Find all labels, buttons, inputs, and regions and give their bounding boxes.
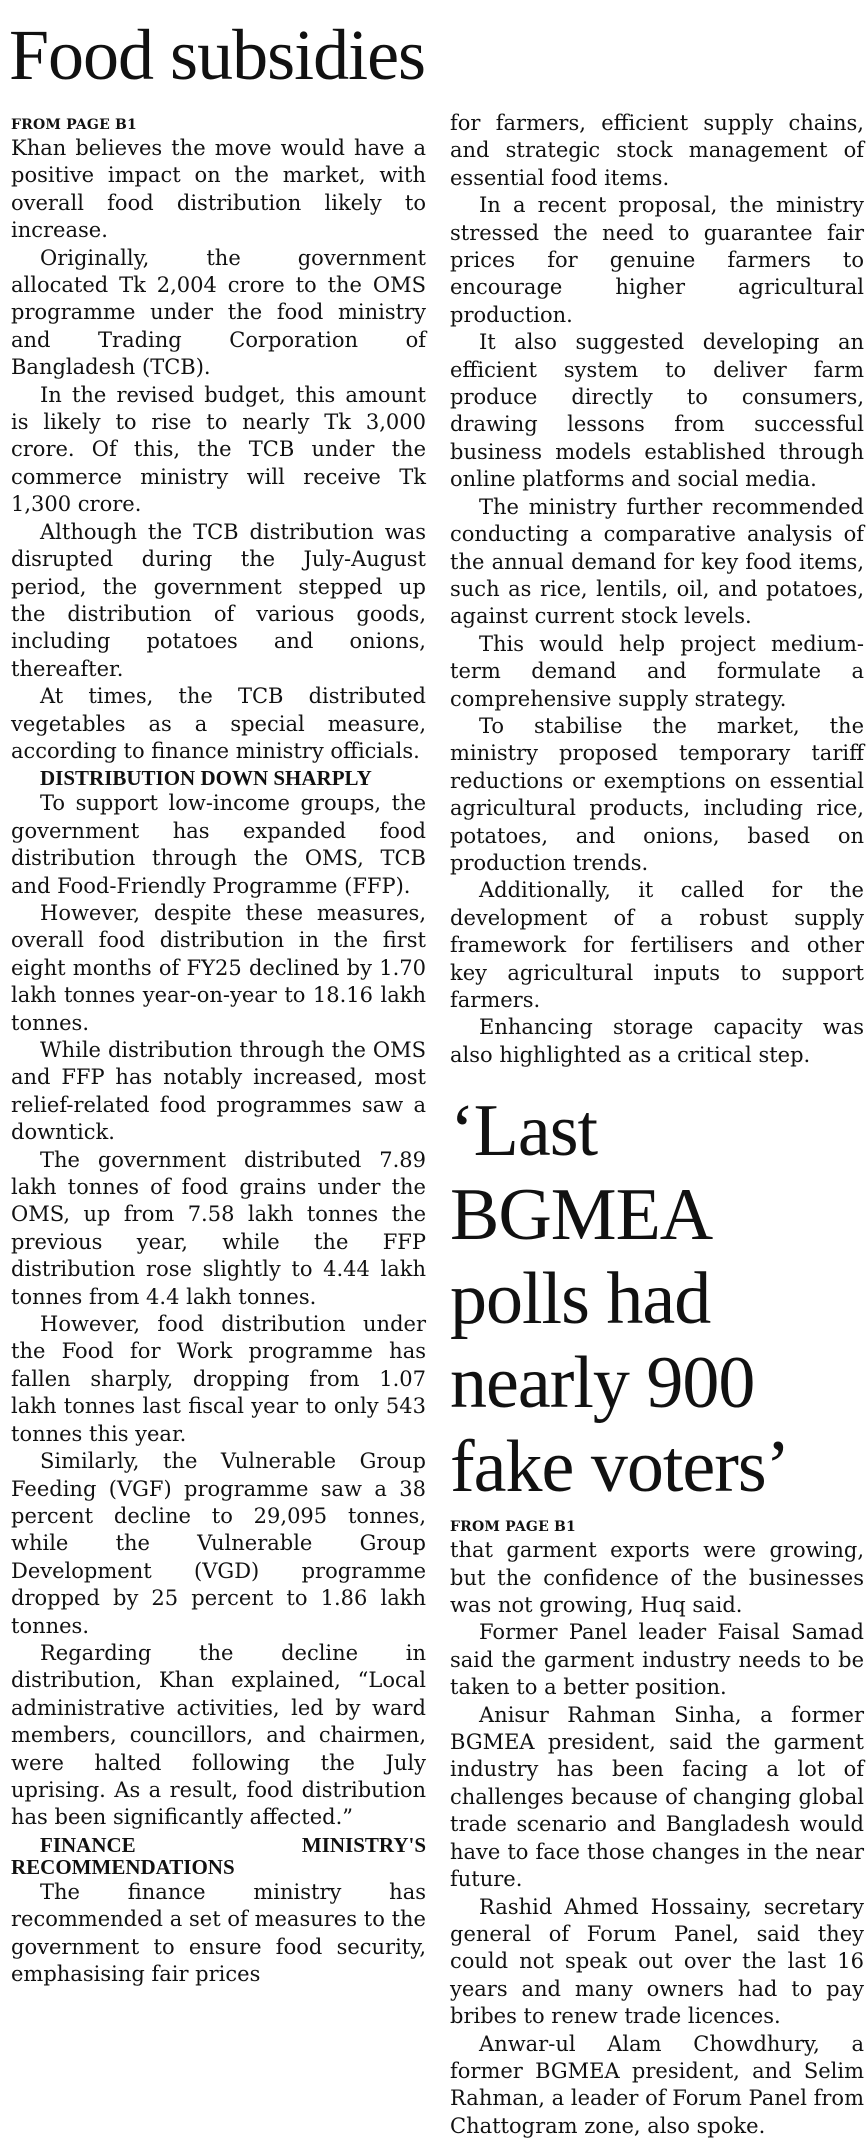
continuation-paragraph: for farmers, efficient supply chains, and strategic stock management of essential food items. (450, 111, 864, 190)
body-paragraph: The government distributed 7.89 lakh tonnes of food grains under the OMS, up from 7.58 lakh tonnes the previous year, while the FFP distribution rose slightly to 4.44 lakh tonnes from 4.4 lakh tonnes. (11, 1147, 426, 1309)
body-paragraph: Anisur Rahman Sinha, a former BGMEA president, said the garment industry has been facing a lot of challenges because of changing global trade scenario and Bangladesh would have to face those changes in the near future. (450, 1702, 864, 1892)
body-paragraph: However, food distribution under the Food for Work programme has fallen sharply, dropping from 1.07 lakh tonnes last fiscal year to only 543 tonnes this year. (11, 1312, 426, 1446)
body-paragraph: This would help project medium-term demand and formulate a comprehensive supply strategy. (450, 631, 864, 711)
subhead-finance-ministry-recommendations: FINANCE MINISTRY'S RECOMMENDATIONS (11, 1832, 426, 1879)
body-paragraph: The finance ministry has recommended a set of measures to the government to ensure food security, emphasising fair prices (11, 1879, 426, 1986)
body-paragraph: In a recent proposal, the ministry stressed the need to guarantee fair prices for genuine farmers to encourage higher agricultural production. (450, 193, 864, 327)
body-paragraph: While distribution through the OMS and FFP has notably increased, most relief-related food programmes saw a downtick. (11, 1038, 426, 1145)
body-paragraph: Regarding the decline in distribution, Khan explained, “Local administrative activities, led by ward members, councillors, and chairmen, were halted following the July uprising. As a result, food distribution has been significantly affected.” (11, 1640, 426, 1830)
body-paragraph: To support low-income groups, the government has expanded food distribution through the OMS, TCB and Food-Friendly Programme (FFP). (11, 791, 426, 898)
lead-paragraph: Khan believes the move would have a positive impact on the market, with overall food distribution likely to increase. (11, 136, 426, 243)
body-paragraph: The ministry further recommended conducting a comparative analysis of the annual demand for key food items, such as rice, lentils, oil, and potatoes, against current stock levels. (450, 494, 864, 629)
left-column (11, 115, 426, 1988)
headline-bgmea-polls: ‘Last BGMEA polls had nearly 900 fake voters’ (450, 1090, 790, 1509)
headline-food-subsidies: Food subsidies (9, 15, 426, 95)
body-paragraph: Similarly, the Vulnerable Group Feeding (VGF) programme saw a 38 percent decline to 29,095 tonnes, while the Vulnerable Group Development (VGD) programme dropped by 25 percent to 1.86 lakh tonnes. (11, 1449, 426, 1638)
body-paragraph: Anwar-ul Alam Chowdhury, a former BGMEA president, and Selim Rahman, a leader of Forum Panel from Chattogram zone, also spoke. (450, 2031, 864, 2138)
body-paragraph: At times, the TCB distributed vegetables as a special measure, according to finance ministry officials. (11, 684, 426, 763)
body-paragraph: Former Panel leader Faisal Samad said the garment industry needs to be taken to a better position. (450, 1620, 864, 1700)
body-paragraph: Although the TCB distribution was disrupted during the July-August period, the government stepped up the distribution of various goods, including potatoes and onions, thereafter. (11, 519, 426, 681)
lead-paragraph: that garment exports were growing, but the confidence of the businesses was not growing, Huq said. (450, 1538, 864, 1618)
from-page-kicker: FROM PAGE B1 (11, 117, 137, 133)
from-page-kicker: FROM PAGE B1 (450, 1519, 576, 1536)
body-paragraph: However, despite these measures, overall food distribution in the first eight months of FY25 declined by 1.70 lakh tonnes year-on-year to 18.16 lakh tonnes. (11, 900, 426, 1035)
right-column (450, 110, 864, 2140)
body-paragraph: Additionally, it called for the development of a robust supply framework for fertilisers and other key agricultural inputs to support farmers. (450, 878, 864, 1012)
subhead-distribution-down: DISTRIBUTION DOWN SHARPLY (40, 766, 372, 791)
body-paragraph: To stabilise the market, the ministry proposed temporary tariff reductions or exemptions on essential agricultural products, including rice, potatoes, and onions, based on production trends. (450, 713, 864, 875)
body-paragraph: Enhancing storage capacity was also highlighted as a critical step. (450, 1015, 864, 1067)
body-paragraph: It also suggested developing an efficient system to deliver farm produce directly to consumers, drawing lessons from successful business models established through online platforms and social media. (450, 330, 864, 492)
body-paragraph: Rashid Ahmed Hossainy, secretary general of Forum Panel, said they could not speak out over the last 16 years and many owners had to pay bribes to renew trade licences. (450, 1894, 864, 2029)
body-paragraph: Originally, the government allocated Tk 2,004 crore to the OMS programme under the food ministry and Trading Corporation of Bangladesh (TCB). (11, 245, 426, 380)
body-paragraph: In the revised budget, this amount is likely to rise to nearly Tk 3,000 crore. Of this, the TCB under the commerce ministry will receive Tk 1,300 crore. (11, 382, 426, 517)
